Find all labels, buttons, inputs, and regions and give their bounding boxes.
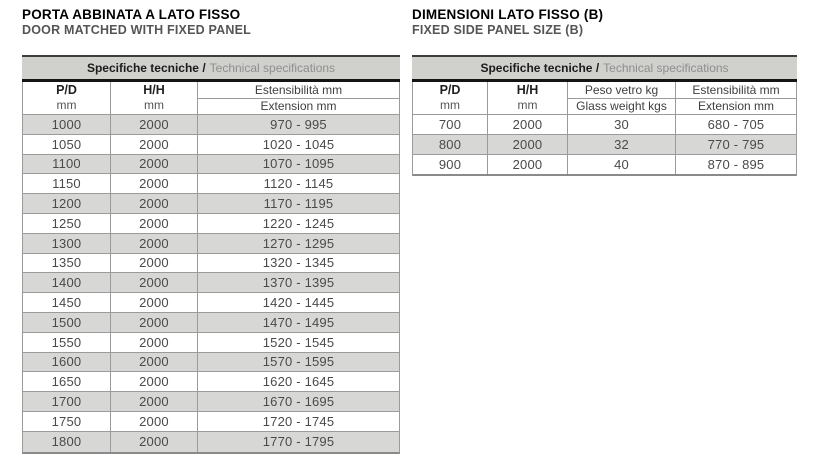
- table-cell: 1470 - 1495: [262, 314, 335, 330]
- table-cell: 30: [568, 115, 676, 134]
- table-cell: 1250: [23, 214, 111, 233]
- table-cell: 2000: [111, 174, 198, 193]
- table-row: [23, 214, 399, 234]
- table-cell: 2000: [111, 254, 198, 273]
- table-cell: 2000: [111, 333, 198, 352]
- table-row: [413, 115, 796, 135]
- table-cell: 2000: [111, 135, 198, 154]
- table-cell: 1050: [23, 135, 111, 154]
- table-cell: 32: [568, 135, 676, 154]
- table-cell: 1420 - 1445: [262, 295, 335, 311]
- table-body: [412, 82, 797, 176]
- left-table-title: PORTA ABBINATA A LATO FISSO: [22, 7, 241, 22]
- table-cell: 1270 - 1295: [262, 235, 335, 251]
- table-cell: 1650: [23, 372, 111, 391]
- column-header: [413, 82, 488, 114]
- table-cell: 2000: [111, 194, 198, 213]
- spec-header-light-label: Technical specifications: [209, 61, 336, 75]
- table-cell: 870 - 895: [707, 156, 765, 172]
- table-row: [23, 333, 399, 353]
- table-cell: 1520 - 1545: [262, 334, 335, 350]
- spec-header-light-label: Technical specifications: [603, 61, 729, 75]
- table-cell: 2000: [111, 293, 198, 312]
- table-cell: 2000: [111, 392, 198, 411]
- table-row: [23, 313, 399, 333]
- table-cell: 900: [413, 155, 488, 175]
- table-cell: 2000: [488, 155, 568, 175]
- left-table-subtitle: DOOR MATCHED WITH FIXED PANEL: [22, 23, 251, 37]
- table-cell: 2000: [111, 234, 198, 253]
- right-table-subtitle: FIXED SIDE PANEL SIZE (B): [412, 23, 584, 37]
- column-header-row: [23, 82, 399, 115]
- table-cell: 1700: [23, 392, 111, 411]
- table-row: [23, 353, 399, 373]
- table-cell: 1570 - 1595: [262, 354, 335, 370]
- column-header: [111, 82, 198, 114]
- spec-header-bar: [22, 55, 400, 79]
- table-cell: 1400: [23, 273, 111, 292]
- spec-header-bold-label: Specifiche tecniche /: [86, 61, 206, 75]
- table-cell: 1300: [23, 234, 111, 253]
- table-cell: 770 - 795: [707, 136, 765, 152]
- fixed-side-spec-table: [412, 55, 797, 176]
- table-row: [23, 174, 399, 194]
- table-cell: 1770 - 1795: [262, 434, 335, 450]
- column-header-line2: Extension mm: [260, 99, 337, 114]
- table-row: [23, 254, 399, 274]
- table-cell: 2000: [111, 214, 198, 233]
- table-body: [22, 82, 400, 454]
- table-row: [23, 115, 399, 135]
- table-cell: 1350: [23, 254, 111, 273]
- table-cell: 2000: [111, 273, 198, 292]
- table-cell: 2000: [111, 313, 198, 332]
- table-cell: 40: [568, 155, 676, 175]
- table-cell: 2000: [111, 412, 198, 431]
- table-cell: 1220 - 1245: [262, 215, 335, 231]
- door-matched-panel: [22, 0, 400, 473]
- table-cell: 700: [413, 115, 488, 134]
- table-row: [23, 432, 399, 452]
- column-header-line1: Estensibilità mm: [676, 82, 796, 99]
- column-header-line1: P/D: [439, 83, 461, 98]
- column-header-line2: mm: [56, 98, 77, 113]
- table-cell: 2000: [111, 353, 198, 372]
- table-row: [23, 135, 399, 155]
- table-cell: 1100: [23, 155, 111, 174]
- table-cell: 1320 - 1345: [262, 255, 335, 271]
- table-row: [23, 273, 399, 293]
- column-header-line2: Glass weight kgs: [576, 99, 667, 114]
- column-header-line1: H/H: [516, 83, 539, 98]
- table-row: [23, 293, 399, 313]
- column-header: [568, 82, 676, 114]
- table-cell: 1150: [23, 174, 111, 193]
- column-header-row: [413, 82, 796, 115]
- table-cell: 1020 - 1045: [262, 136, 335, 152]
- table-cell: 2000: [488, 135, 568, 154]
- table-cell: 970 - 995: [270, 116, 327, 132]
- table-cell: 680 - 705: [707, 116, 765, 132]
- column-header-line2: mm: [517, 98, 538, 113]
- table-cell: 800: [413, 135, 488, 154]
- spec-header-bold-label: Specifiche tecniche /: [480, 61, 600, 75]
- table-row: [23, 194, 399, 214]
- table-cell: 1670 - 1695: [262, 394, 335, 410]
- table-cell: 2000: [488, 115, 568, 134]
- table-cell: 1120 - 1145: [263, 176, 334, 192]
- table-cell: 1450: [23, 293, 111, 312]
- column-header: [488, 82, 568, 114]
- table-cell: 1600: [23, 353, 111, 372]
- table-row: [23, 234, 399, 254]
- column-header: [23, 82, 111, 114]
- column-header-line1: H/H: [143, 83, 165, 98]
- table-cell: 1070 - 1095: [262, 156, 335, 172]
- column-header: [198, 82, 399, 114]
- table-cell: 2000: [111, 155, 198, 174]
- column-header-line2: mm: [440, 98, 460, 113]
- spec-header-bar: [412, 55, 797, 79]
- fixed-side-panel: [412, 0, 797, 473]
- table-row: [23, 155, 399, 175]
- table-cell: 1000: [23, 115, 111, 134]
- table-cell: 1500: [23, 313, 111, 332]
- column-header: [676, 82, 796, 114]
- right-table-title: DIMENSIONI LATO FISSO (B): [412, 7, 604, 22]
- column-header-line1: Peso vetro kg: [568, 82, 675, 99]
- column-header-line2: mm: [144, 98, 164, 113]
- table-cell: 2000: [111, 432, 198, 452]
- table-cell: 1200: [23, 194, 111, 213]
- table-cell: 1370 - 1395: [262, 275, 335, 291]
- table-cell: 2000: [111, 115, 198, 134]
- table-cell: 1550: [23, 333, 111, 352]
- table-row: [413, 135, 796, 155]
- table-cell: 1750: [23, 412, 111, 431]
- table-row: [413, 155, 796, 175]
- column-header-line1: Estensibilità mm: [198, 82, 399, 99]
- table-row: [23, 372, 399, 392]
- table-cell: 2000: [111, 372, 198, 391]
- table-cell: 1800: [23, 432, 111, 452]
- table-row: [23, 412, 399, 432]
- column-header-line1: P/D: [56, 83, 77, 98]
- column-header-line2: Extension mm: [697, 99, 775, 114]
- table-row: [23, 392, 399, 412]
- table-cell: 1620 - 1645: [262, 374, 335, 390]
- table-cell: 1720 - 1745: [262, 413, 335, 429]
- door-matched-spec-table: [22, 55, 400, 454]
- table-cell: 1170 - 1195: [263, 196, 334, 212]
